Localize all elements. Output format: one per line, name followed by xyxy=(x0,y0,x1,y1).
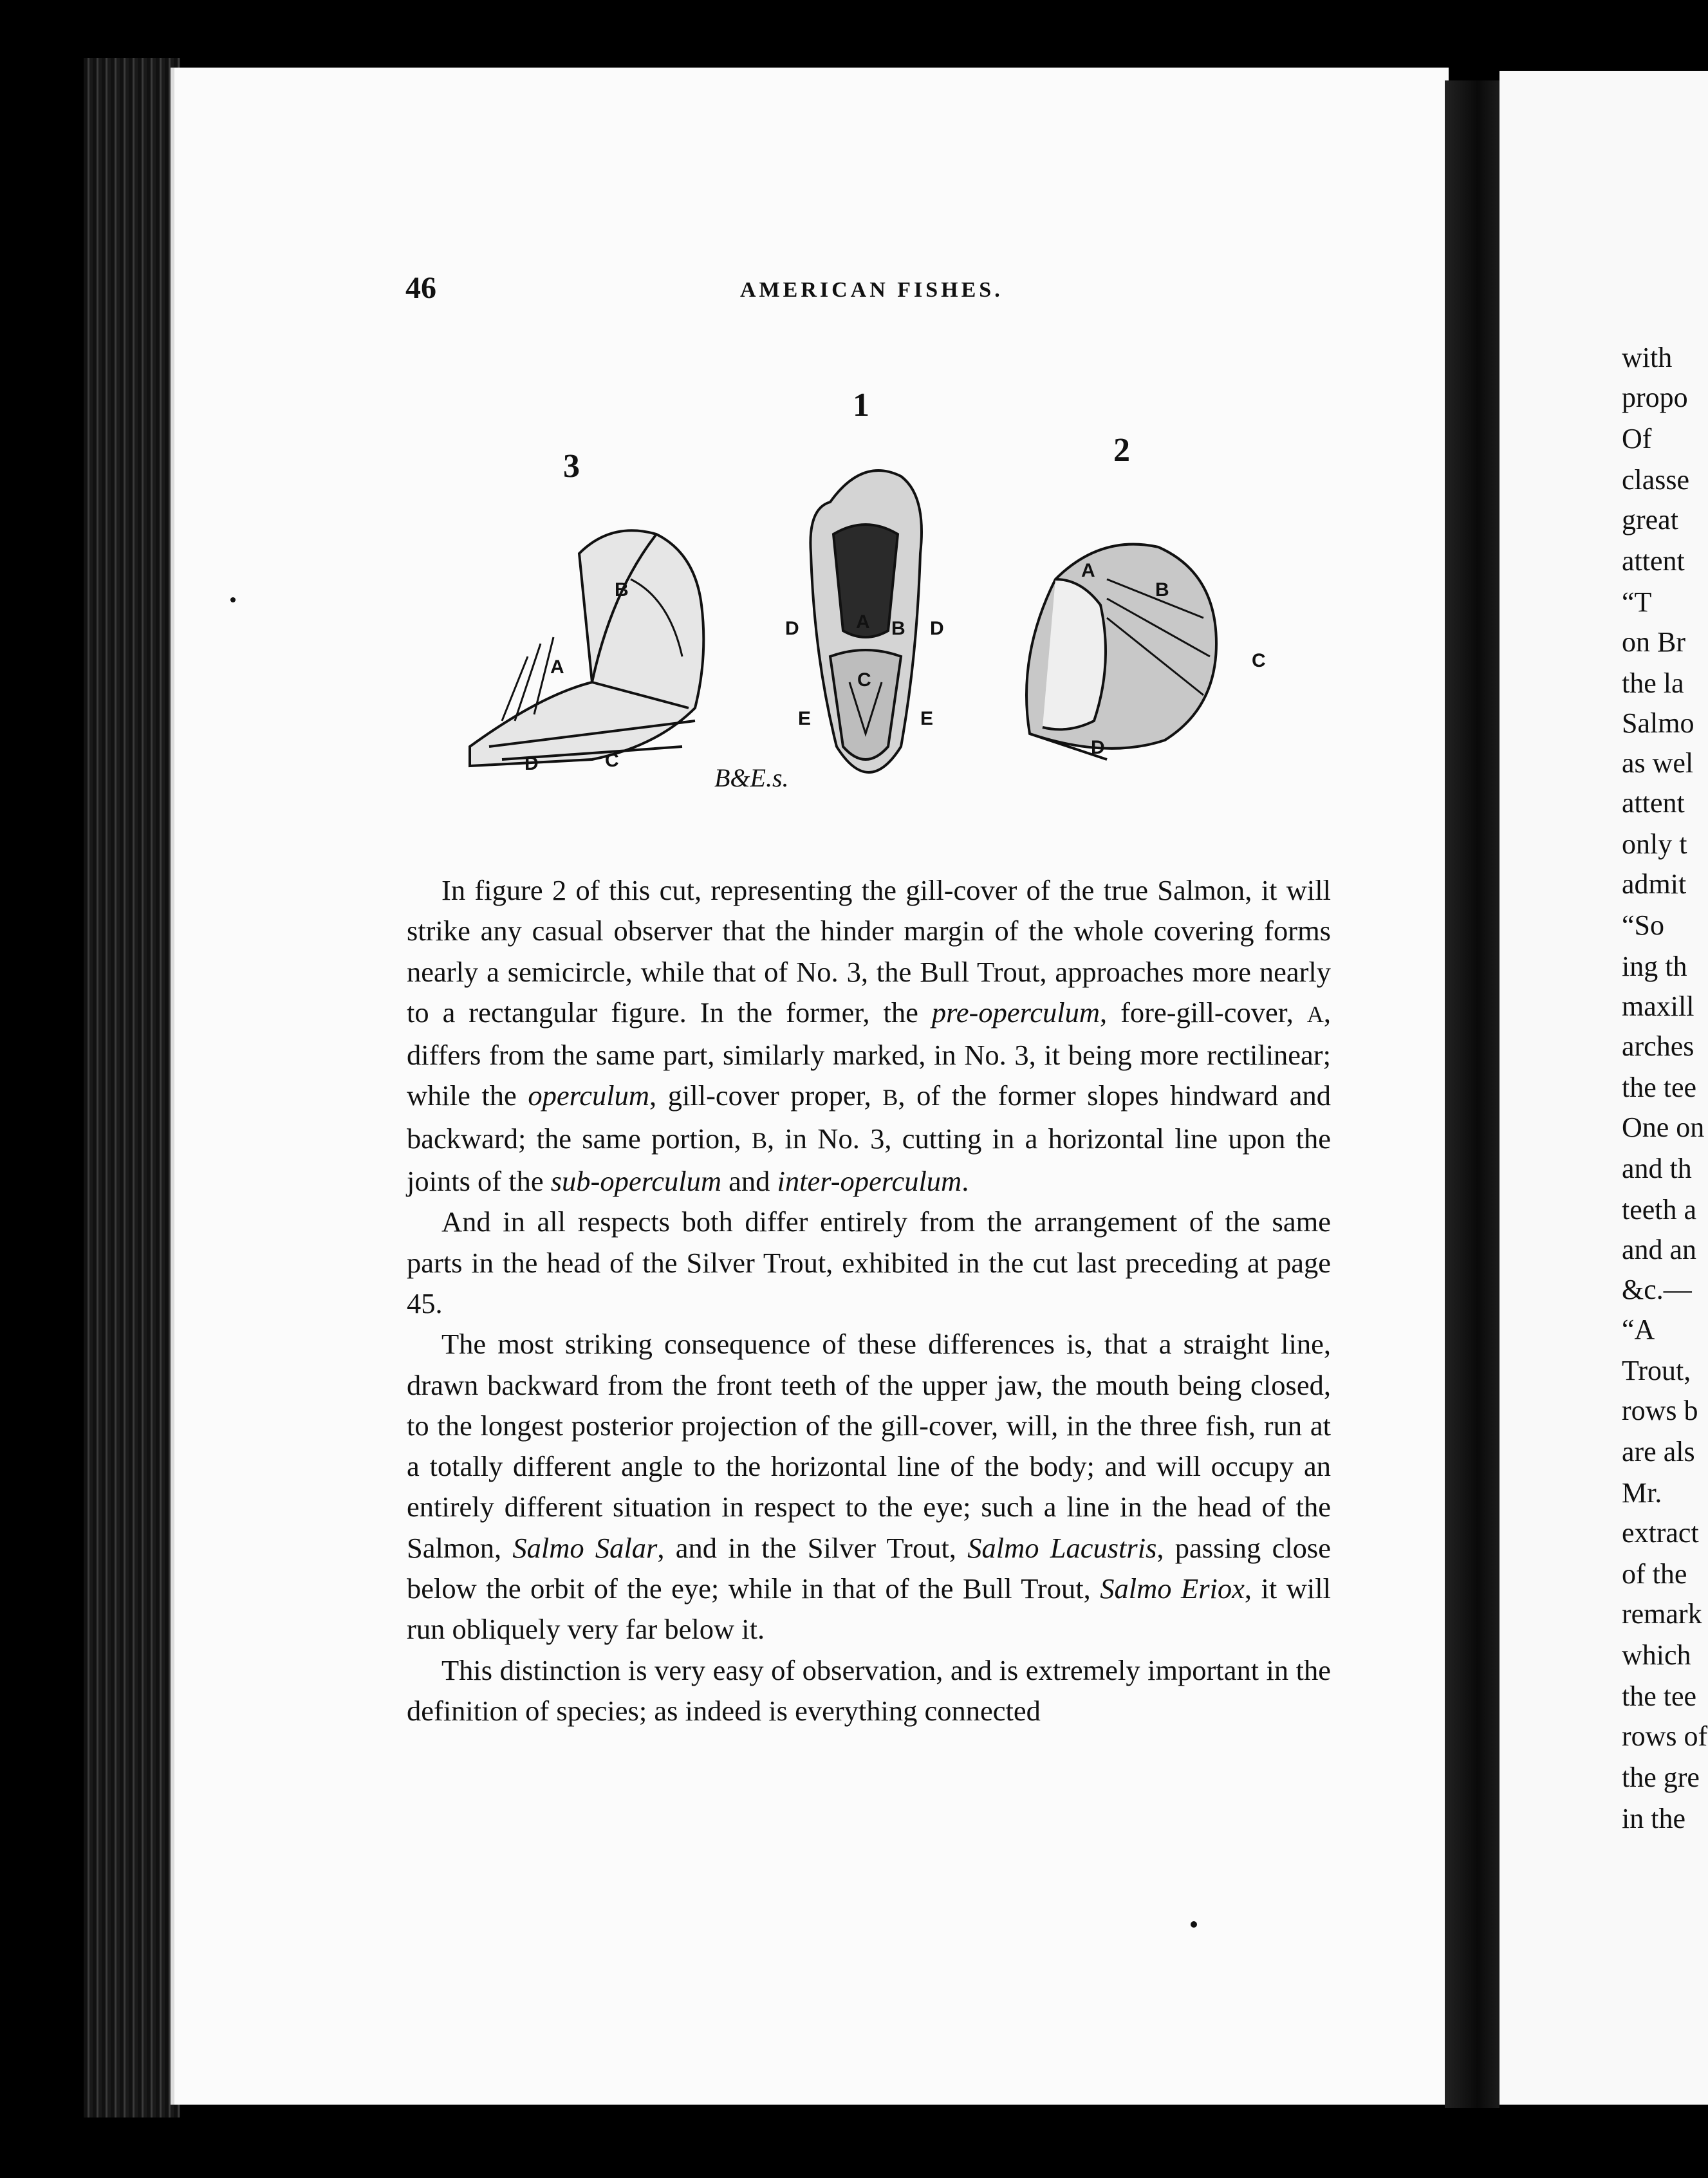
right-page-line: Of xyxy=(1622,423,1652,454)
fig1-label-a: A xyxy=(856,611,870,633)
right-page-line: are als xyxy=(1622,1436,1695,1467)
right-page-line: which xyxy=(1622,1639,1691,1671)
fig2-label-b: B xyxy=(1155,579,1169,600)
book-gutter xyxy=(1445,80,1499,2108)
right-page-line: attent xyxy=(1622,545,1685,577)
ink-spot xyxy=(1191,1921,1197,1928)
fig1-label-d-left: D xyxy=(785,618,799,639)
figure-number-3: 3 xyxy=(563,448,580,485)
body-text xyxy=(407,870,1331,1731)
right-page-line: “So xyxy=(1622,909,1664,941)
fig3-label-c: C xyxy=(605,750,619,771)
page-header xyxy=(405,270,1332,309)
fig3-label-b: B xyxy=(615,579,629,600)
engraver-signature: B&E.s. xyxy=(714,763,789,792)
right-page-line: remark xyxy=(1622,1598,1702,1630)
ink-spot xyxy=(230,597,236,602)
running-head: AMERICAN FISHES. xyxy=(740,278,1003,302)
right-page-line: the la xyxy=(1622,667,1684,699)
right-page-line: “A xyxy=(1622,1314,1655,1345)
fish-heads-drawing xyxy=(463,386,1261,798)
figure-number-2: 2 xyxy=(1113,432,1130,469)
right-page-line: Salmo xyxy=(1622,707,1694,739)
figure-3-gill-cover xyxy=(470,530,703,766)
paragraph-1: In figure 2 of this cut, representing the gill-cover of the true Salmon, it will strike any casual observer that the hinder margin of the whole covering forms nearly a semicircle, while that of No. 3, the Bull Trout, approaches more nearly to a rectangular figure. In the former, the pre-operculum, fore-gill-cover, A, differs from the same part, similarly marked, in No. 3, it being more rectilinear; while the operculum, gill-cover proper, B, of the former slopes hindward and backward; the same portion, B, in No. 3, cutting in a horizontal line upon the joints of the sub-operculum and inter-operculum. xyxy=(407,874,1332,1198)
right-page-line: and an xyxy=(1622,1234,1697,1265)
right-page-line: the tee xyxy=(1622,1680,1697,1712)
fig1-label-b: B xyxy=(891,618,905,639)
right-page-line: ing th xyxy=(1622,951,1687,982)
paragraph-4: This distinction is very easy of observation, and is extremely important in the definition of species; as indeed is everything connected xyxy=(407,1653,1331,1727)
right-page-line: “T xyxy=(1622,586,1652,618)
right-page-line: the tee xyxy=(1622,1072,1697,1103)
fig2-label-d: D xyxy=(1091,737,1105,758)
right-page-line: One on xyxy=(1622,1112,1705,1143)
right-page-line: on Br xyxy=(1622,626,1685,658)
paragraph-2: And in all respects both differ entirely from the arrangement of the same parts in the head of the Silver Trout, exhibited in the cut last preceding at page 45. xyxy=(407,1205,1331,1319)
right-page-line: arches xyxy=(1622,1030,1694,1062)
fig3-label-a: A xyxy=(550,656,564,678)
right-page-line: classe xyxy=(1622,464,1690,496)
right-page-line: in the xyxy=(1622,1803,1685,1834)
right-page-line: only t xyxy=(1622,828,1687,860)
right-page-line: extract xyxy=(1622,1517,1699,1549)
fig2-label-a: A xyxy=(1081,560,1095,581)
right-page-line: teeth a xyxy=(1622,1194,1697,1225)
fig3-label-d: D xyxy=(524,753,539,774)
right-page-line: &c.— xyxy=(1622,1274,1692,1305)
right-page-line: Trout, xyxy=(1622,1355,1691,1386)
right-page-line: great xyxy=(1622,504,1678,535)
page-number: 46 xyxy=(405,271,436,305)
right-page-line: and th xyxy=(1622,1153,1692,1184)
right-page-line: the gre xyxy=(1622,1762,1700,1793)
right-page-line: rows b xyxy=(1622,1395,1698,1426)
figure-number-1: 1 xyxy=(853,387,869,424)
gill-cover-illustration xyxy=(463,386,1266,798)
right-page-line: with xyxy=(1622,342,1673,373)
right-page-line: propo xyxy=(1622,382,1688,413)
book-edge xyxy=(84,58,180,2118)
right-page-line: of the xyxy=(1622,1558,1687,1590)
figure-2-gill-cover xyxy=(1026,544,1216,759)
right-page-line: attent xyxy=(1622,787,1685,819)
paragraph-3: The most striking consequence of these differences is, that a straight line, drawn backward from the front teeth of the upper jaw, the mouth being closed, to the longest posterior projection of the gill-cover, will, in the three fish, run at a totally different angle to the horizontal line of the body; and will occupy an entirely different situation in respect to the eye; such a line in the head of the Salmon, Salmo Salar, and in the Silver Trout, Salmo Lacustris, passing close below the orbit of the eye; while in that of the Bull Trout, Salmo Eriox, it will run obliquely very far below it. xyxy=(407,1328,1331,1646)
fig1-label-e-left: E xyxy=(798,708,812,729)
right-page-line: Mr. xyxy=(1622,1477,1662,1509)
right-page-line: maxill xyxy=(1622,991,1694,1022)
fig2-label-c: C xyxy=(1252,650,1266,671)
right-page-line: as wel xyxy=(1622,747,1694,779)
right-page-line: rows of xyxy=(1622,1720,1708,1752)
fig1-label-e-right: E xyxy=(920,708,934,729)
fig1-label-c: C xyxy=(857,669,871,691)
right-page-line: admit xyxy=(1622,868,1687,900)
fig1-label-d-right: D xyxy=(930,618,944,639)
